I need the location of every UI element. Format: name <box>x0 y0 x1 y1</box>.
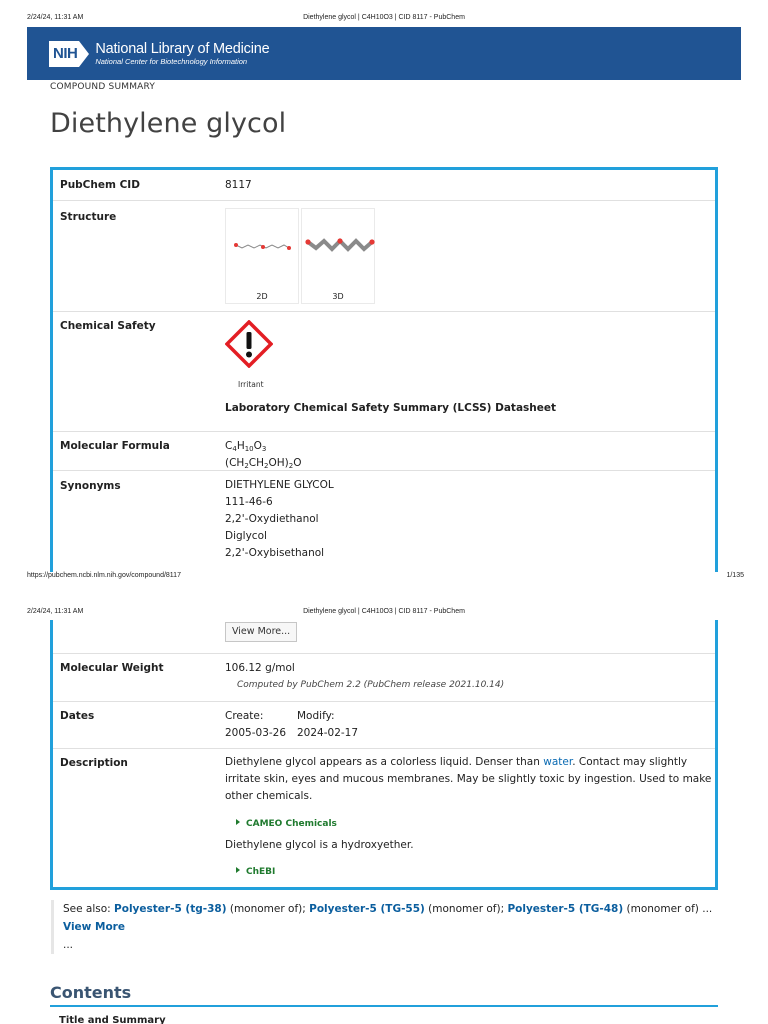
nlm-banner[interactable] <box>27 27 741 80</box>
nih-logo[interactable] <box>49 40 89 68</box>
cid-value: 8117 <box>225 179 252 191</box>
synonym-item: Diglycol <box>225 530 267 542</box>
summary-box-continued <box>50 620 718 890</box>
synonyms-label: Synonyms <box>60 480 121 492</box>
see-also-link[interactable]: Polyester-5 (TG-55) <box>309 903 425 915</box>
water-link[interactable]: water <box>543 756 573 768</box>
print-header-page1 <box>0 0 768 20</box>
row-structure <box>53 200 715 312</box>
nih-arrow-icon <box>79 41 89 67</box>
molecular-weight-value: 106.12 g/mol <box>225 662 295 674</box>
print-page-number: 1/135 <box>726 572 744 579</box>
row-pubchem-cid <box>53 170 715 201</box>
create-label: Create: <box>225 710 264 722</box>
row-synonyms-continued <box>53 620 715 653</box>
compound-summary-label: COMPOUND SUMMARY <box>50 82 156 92</box>
synonyms-list <box>225 477 334 562</box>
expand-arrow-icon <box>236 819 240 825</box>
chemical-safety-label: Chemical Safety <box>60 320 156 332</box>
structure-2d-image <box>226 209 300 289</box>
print-header-page2 <box>0 594 768 614</box>
contents-item-title-summary[interactable]: Title and Summary <box>59 1015 166 1024</box>
synonyms-view-more-button[interactable]: View More... <box>225 622 297 642</box>
description-text: Diethylene glycol appears as a colorless liquid. Denser than water. Contact may slightly irritate skin, eyes and mucous membranes. May be slightly toxic by ingestion. Used to make other chemicals. <box>225 756 712 802</box>
contents-divider <box>50 1005 718 1007</box>
print-url: https://pubchem.ncbi.nlm.nih.gov/compound/8117 <box>27 572 181 579</box>
molecular-formula-condensed: $(CH_2CH_2OH)_2O$ <box>225 457 302 470</box>
synonym-item: 2,2'-Oxybisethanol <box>225 547 325 559</box>
summary-box <box>50 167 718 572</box>
dates-label: Dates <box>60 710 95 722</box>
row-molecular-formula <box>53 431 715 471</box>
row-molecular-weight <box>53 653 715 701</box>
see-also-link[interactable]: Polyester-5 (tg-38) <box>114 903 227 915</box>
see-also-view-more-link[interactable]: View More <box>63 921 125 933</box>
modify-label: Modify: <box>297 710 335 722</box>
molecular-formula-label: Molecular Formula <box>60 440 170 452</box>
page-title: Diethylene glycol <box>50 108 287 139</box>
see-also-link[interactable]: Polyester-5 (TG-48) <box>507 903 624 915</box>
description-text-2: Diethylene glycol is a hydroxyether. <box>225 839 414 851</box>
source-chebi[interactable]: ChEBI <box>236 859 275 878</box>
molecular-weight-note: Computed by PubChem 2.2 (PubChem release 2021.10.14) <box>237 680 505 690</box>
print-doc-title: Diethylene glycol | C4H10O3 | CID 8117 - PubChem <box>303 14 465 21</box>
source-cameo[interactable]: CAMEO Chemicals <box>236 811 337 830</box>
row-synonyms <box>53 470 715 575</box>
ghs-caption: Irritant <box>238 380 264 389</box>
description-label: Description <box>60 757 128 769</box>
molecular-weight-label: Molecular Weight <box>60 662 164 674</box>
structure-2d-card[interactable] <box>225 208 299 304</box>
nlm-title[interactable]: National Library of Medicine <box>95 40 270 57</box>
row-dates <box>53 701 715 748</box>
structure-3d-caption: 3D <box>332 292 344 301</box>
structure-2d-caption: 2D <box>256 292 268 301</box>
structure-3d-image <box>302 209 376 289</box>
synonym-item: 2,2'-Oxydiethanol <box>225 513 319 525</box>
see-also-block: See also: Polyester-5 (tg-38) (monomer of); Polyester-5 (TG-55) (monomer of); Polyester-5 (TG-48) (monomer of) ... View More ... <box>51 900 721 954</box>
molecular-formula-link[interactable]: $C_4H_{10}O_3$ <box>225 440 267 453</box>
structure-label: Structure <box>60 211 117 223</box>
synonym-item: DIETHYLENE GLYCOL <box>225 479 334 491</box>
lcss-datasheet-link[interactable]: Laboratory Chemical Safety Summary (LCSS) Datasheet <box>225 402 557 414</box>
structure-3d-card[interactable] <box>301 208 375 304</box>
ghs-exclamation-icon[interactable] <box>225 320 273 368</box>
print-doc-title: Diethylene glycol | C4H10O3 | CID 8117 - PubChem <box>303 608 465 615</box>
row-description <box>53 748 715 890</box>
cid-label: PubChem CID <box>60 179 140 191</box>
create-date: 2005-03-26 <box>225 727 287 739</box>
synonym-item: 111-46-6 <box>225 496 273 508</box>
row-chemical-safety <box>53 311 715 432</box>
print-date: 2/24/24, 11:31 AM <box>27 14 84 21</box>
expand-arrow-icon <box>236 867 240 873</box>
contents-title: Contents <box>50 983 132 1002</box>
print-date: 2/24/24, 11:31 AM <box>27 608 84 615</box>
ncbi-subtitle: National Center for Biotechnology Information <box>95 56 248 66</box>
nih-logo-text: NIH <box>49 41 79 67</box>
modify-date: 2024-02-17 <box>297 727 359 739</box>
